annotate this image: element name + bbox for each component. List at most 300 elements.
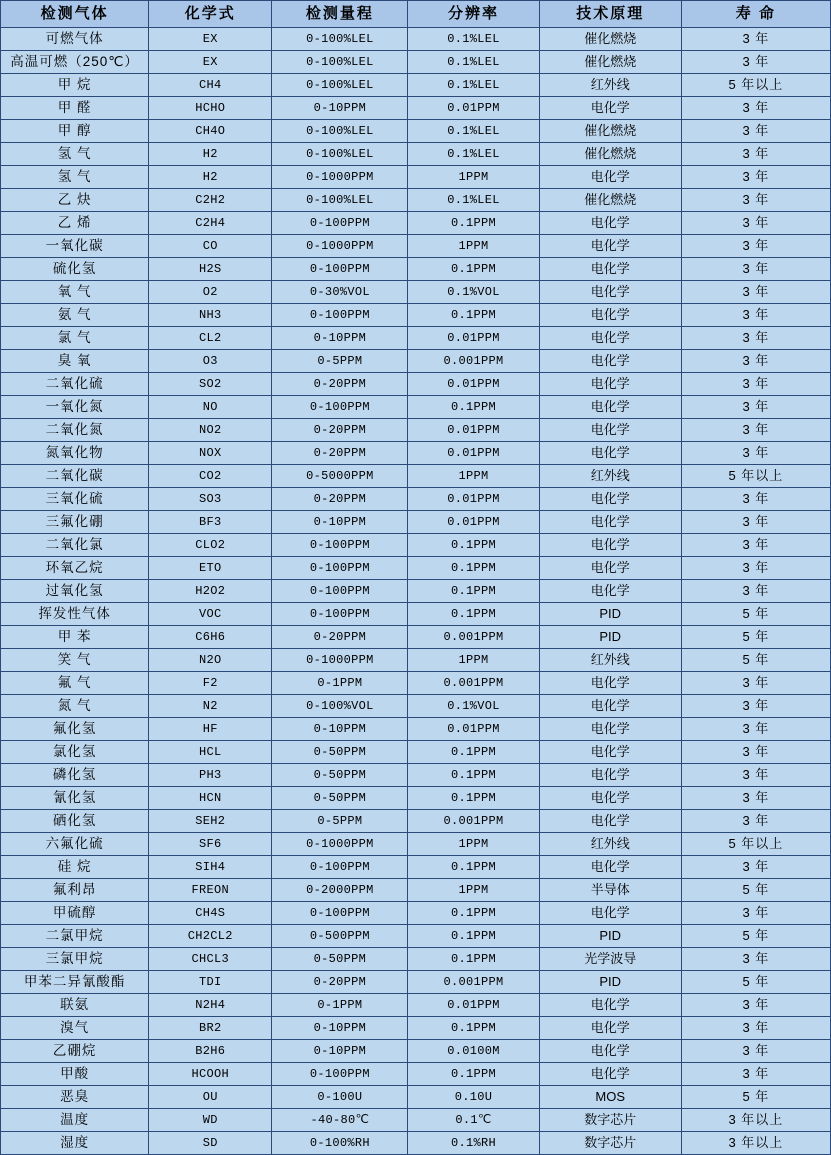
table-row: [1, 741, 831, 764]
table-row: [1, 442, 831, 465]
cell-lifetime: 5 年: [681, 971, 830, 994]
cell-formula: H2S: [149, 258, 272, 281]
cell-gas: 六氟化硫: [1, 833, 149, 856]
table-row: [1, 925, 831, 948]
cell-formula: H2: [149, 166, 272, 189]
table-row: [1, 764, 831, 787]
cell-resolution: 0.01PPM: [408, 994, 539, 1017]
cell-formula: WD: [149, 1109, 272, 1132]
cell-principle: 电化学: [539, 488, 681, 511]
cell-lifetime: 3 年: [681, 902, 830, 925]
cell-resolution: 1PPM: [408, 649, 539, 672]
cell-range: 0-1000PPM: [272, 166, 408, 189]
cell-principle: 红外线: [539, 465, 681, 488]
cell-range: 0-10PPM: [272, 718, 408, 741]
cell-principle: 电化学: [539, 557, 681, 580]
cell-lifetime: 3 年: [681, 948, 830, 971]
cell-formula: C6H6: [149, 626, 272, 649]
cell-range: 0-100%LEL: [272, 74, 408, 97]
cell-gas: 恶臭: [1, 1086, 149, 1109]
cell-lifetime: 5 年: [681, 879, 830, 902]
cell-lifetime: 3 年: [681, 764, 830, 787]
cell-gas: 甲苯二异氰酸酯: [1, 971, 149, 994]
column-header-range: 检测量程: [272, 1, 408, 28]
cell-formula: FREON: [149, 879, 272, 902]
cell-resolution: 0.1PPM: [408, 258, 539, 281]
cell-range: 0-5000PPM: [272, 465, 408, 488]
cell-principle: 电化学: [539, 212, 681, 235]
cell-lifetime: 3 年: [681, 442, 830, 465]
cell-formula: B2H6: [149, 1040, 272, 1063]
cell-gas: 甲 醛: [1, 97, 149, 120]
table-row: [1, 833, 831, 856]
table-row: [1, 120, 831, 143]
cell-principle: 电化学: [539, 718, 681, 741]
cell-formula: C2H2: [149, 189, 272, 212]
cell-range: 0-10PPM: [272, 511, 408, 534]
cell-formula: SEH2: [149, 810, 272, 833]
cell-gas: 氯 气: [1, 327, 149, 350]
table-row: [1, 143, 831, 166]
cell-gas: 氧 气: [1, 281, 149, 304]
cell-gas: 温度: [1, 1109, 149, 1132]
table-row: [1, 695, 831, 718]
cell-range: 0-100PPM: [272, 902, 408, 925]
cell-principle: 电化学: [539, 235, 681, 258]
table-row: [1, 281, 831, 304]
cell-lifetime: 3 年: [681, 143, 830, 166]
table-row: [1, 649, 831, 672]
cell-principle: 电化学: [539, 258, 681, 281]
cell-formula: F2: [149, 672, 272, 695]
cell-principle: 电化学: [539, 281, 681, 304]
cell-range: 0-500PPM: [272, 925, 408, 948]
cell-principle: 红外线: [539, 74, 681, 97]
cell-formula: CL2: [149, 327, 272, 350]
table-row: [1, 28, 831, 51]
cell-range: 0-30%VOL: [272, 281, 408, 304]
cell-resolution: 0.1%LEL: [408, 143, 539, 166]
cell-gas: 联氨: [1, 994, 149, 1017]
cell-range: 0-100%LEL: [272, 189, 408, 212]
cell-range: 0-100PPM: [272, 534, 408, 557]
cell-resolution: 0.1PPM: [408, 534, 539, 557]
cell-gas: 三氟化硼: [1, 511, 149, 534]
cell-principle: PID: [539, 925, 681, 948]
cell-gas: 一氧化氮: [1, 396, 149, 419]
cell-gas: 甲 苯: [1, 626, 149, 649]
cell-resolution: 0.1%LEL: [408, 120, 539, 143]
cell-principle: 电化学: [539, 856, 681, 879]
cell-lifetime: 3 年: [681, 488, 830, 511]
cell-lifetime: 5 年: [681, 626, 830, 649]
cell-gas: 磷化氢: [1, 764, 149, 787]
cell-formula: BF3: [149, 511, 272, 534]
cell-range: 0-100PPM: [272, 258, 408, 281]
cell-lifetime: 3 年: [681, 580, 830, 603]
table-row: [1, 810, 831, 833]
cell-principle: 电化学: [539, 902, 681, 925]
cell-range: 0-50PPM: [272, 787, 408, 810]
cell-lifetime: 3 年: [681, 97, 830, 120]
cell-lifetime: 3 年以上: [681, 1132, 830, 1155]
cell-gas: 氟化氢: [1, 718, 149, 741]
cell-lifetime: 5 年以上: [681, 74, 830, 97]
cell-resolution: 0.001PPM: [408, 350, 539, 373]
cell-formula: ETO: [149, 557, 272, 580]
cell-gas: 可燃气体: [1, 28, 149, 51]
cell-formula: SD: [149, 1132, 272, 1155]
cell-lifetime: 3 年: [681, 281, 830, 304]
table-row: [1, 879, 831, 902]
cell-principle: 电化学: [539, 534, 681, 557]
cell-resolution: 0.01PPM: [408, 488, 539, 511]
cell-range: 0-100PPM: [272, 396, 408, 419]
cell-gas: 二氧化硫: [1, 373, 149, 396]
cell-principle: 电化学: [539, 327, 681, 350]
cell-resolution: 0.1℃: [408, 1109, 539, 1132]
cell-resolution: 0.1PPM: [408, 925, 539, 948]
cell-resolution: 0.1%RH: [408, 1132, 539, 1155]
cell-gas: 湿度: [1, 1132, 149, 1155]
cell-lifetime: 3 年: [681, 327, 830, 350]
cell-range: 0-50PPM: [272, 948, 408, 971]
cell-formula: O2: [149, 281, 272, 304]
cell-resolution: 0.01PPM: [408, 442, 539, 465]
cell-gas: 一氧化碳: [1, 235, 149, 258]
cell-formula: OU: [149, 1086, 272, 1109]
cell-formula: CHCL3: [149, 948, 272, 971]
cell-range: 0-20PPM: [272, 626, 408, 649]
cell-lifetime: 3 年: [681, 212, 830, 235]
cell-range: 0-100PPM: [272, 304, 408, 327]
cell-principle: 电化学: [539, 396, 681, 419]
cell-formula: NO2: [149, 419, 272, 442]
cell-resolution: 0.1%VOL: [408, 281, 539, 304]
cell-formula: EX: [149, 51, 272, 74]
cell-principle: 电化学: [539, 419, 681, 442]
cell-range: 0-100PPM: [272, 1063, 408, 1086]
column-header-gas: 检测气体: [1, 1, 149, 28]
table-row: [1, 1109, 831, 1132]
cell-range: 0-20PPM: [272, 442, 408, 465]
cell-lifetime: 3 年: [681, 28, 830, 51]
cell-range: 0-50PPM: [272, 764, 408, 787]
table-row: [1, 166, 831, 189]
cell-gas: 甲酸: [1, 1063, 149, 1086]
cell-formula: H2: [149, 143, 272, 166]
cell-principle: 电化学: [539, 580, 681, 603]
table-row: [1, 74, 831, 97]
cell-formula: HF: [149, 718, 272, 741]
cell-principle: 电化学: [539, 166, 681, 189]
cell-formula: CH4S: [149, 902, 272, 925]
cell-formula: CO2: [149, 465, 272, 488]
cell-lifetime: 3 年: [681, 672, 830, 695]
cell-resolution: 0.1PPM: [408, 856, 539, 879]
cell-formula: CH4O: [149, 120, 272, 143]
cell-resolution: 0.1PPM: [408, 603, 539, 626]
cell-formula: NH3: [149, 304, 272, 327]
cell-lifetime: 3 年: [681, 350, 830, 373]
cell-principle: 催化燃烧: [539, 28, 681, 51]
cell-gas: 硅 烷: [1, 856, 149, 879]
cell-range: 0-50PPM: [272, 741, 408, 764]
cell-principle: 电化学: [539, 1063, 681, 1086]
cell-resolution: 0.1PPM: [408, 787, 539, 810]
cell-resolution: 0.1%LEL: [408, 28, 539, 51]
cell-formula: NO: [149, 396, 272, 419]
table-row: [1, 1086, 831, 1109]
cell-resolution: 0.1PPM: [408, 1017, 539, 1040]
table-row: [1, 212, 831, 235]
cell-formula: TDI: [149, 971, 272, 994]
cell-principle: 电化学: [539, 810, 681, 833]
table-row: [1, 718, 831, 741]
cell-principle: 电化学: [539, 511, 681, 534]
table-row: [1, 1017, 831, 1040]
column-header-lifetime: 寿 命: [681, 1, 830, 28]
cell-principle: 催化燃烧: [539, 51, 681, 74]
cell-lifetime: 3 年: [681, 51, 830, 74]
cell-lifetime: 3 年: [681, 534, 830, 557]
table-row: [1, 396, 831, 419]
cell-formula: N2: [149, 695, 272, 718]
cell-resolution: 1PPM: [408, 166, 539, 189]
cell-lifetime: 3 年: [681, 396, 830, 419]
cell-formula: SO3: [149, 488, 272, 511]
cell-range: 0-20PPM: [272, 488, 408, 511]
table-row: [1, 419, 831, 442]
cell-gas: 乙硼烷: [1, 1040, 149, 1063]
cell-resolution: 0.1PPM: [408, 212, 539, 235]
cell-formula: EX: [149, 28, 272, 51]
cell-range: 0-100%VOL: [272, 695, 408, 718]
cell-principle: 电化学: [539, 1040, 681, 1063]
cell-principle: 半导体: [539, 879, 681, 902]
cell-principle: 电化学: [539, 741, 681, 764]
cell-resolution: 1PPM: [408, 833, 539, 856]
table-row: [1, 856, 831, 879]
cell-range: 0-5PPM: [272, 350, 408, 373]
cell-range: -40-80℃: [272, 1109, 408, 1132]
cell-lifetime: 3 年: [681, 258, 830, 281]
table-row: [1, 258, 831, 281]
cell-formula: H2O2: [149, 580, 272, 603]
cell-lifetime: 3 年: [681, 718, 830, 741]
cell-lifetime: 3 年: [681, 787, 830, 810]
cell-range: 0-10PPM: [272, 1017, 408, 1040]
cell-gas: 氢 气: [1, 166, 149, 189]
cell-gas: 氮 气: [1, 695, 149, 718]
cell-range: 0-20PPM: [272, 971, 408, 994]
cell-resolution: 1PPM: [408, 465, 539, 488]
cell-lifetime: 3 年: [681, 810, 830, 833]
table-row: [1, 994, 831, 1017]
cell-formula: N2O: [149, 649, 272, 672]
cell-principle: 电化学: [539, 994, 681, 1017]
table-row: [1, 1132, 831, 1155]
cell-lifetime: 5 年: [681, 925, 830, 948]
cell-principle: 催化燃烧: [539, 120, 681, 143]
column-header-principle: 技术原理: [539, 1, 681, 28]
cell-gas: 三氧化硫: [1, 488, 149, 511]
cell-resolution: 0.1PPM: [408, 948, 539, 971]
cell-resolution: 0.1PPM: [408, 902, 539, 925]
cell-gas: 二氧化氮: [1, 419, 149, 442]
cell-resolution: 0.1PPM: [408, 580, 539, 603]
cell-lifetime: 5 年以上: [681, 833, 830, 856]
cell-lifetime: 5 年: [681, 603, 830, 626]
cell-resolution: 0.1PPM: [408, 764, 539, 787]
cell-lifetime: 3 年: [681, 856, 830, 879]
cell-range: 0-100%LEL: [272, 120, 408, 143]
cell-gas: 甲 烷: [1, 74, 149, 97]
cell-resolution: 0.1%LEL: [408, 74, 539, 97]
cell-lifetime: 3 年: [681, 304, 830, 327]
cell-principle: 催化燃烧: [539, 189, 681, 212]
cell-lifetime: 5 年: [681, 649, 830, 672]
cell-gas: 三氯甲烷: [1, 948, 149, 971]
cell-formula: HCN: [149, 787, 272, 810]
cell-gas: 甲硫醇: [1, 902, 149, 925]
cell-principle: 电化学: [539, 97, 681, 120]
cell-formula: HCOOH: [149, 1063, 272, 1086]
cell-gas: 氮氧化物: [1, 442, 149, 465]
cell-principle: PID: [539, 626, 681, 649]
cell-formula: HCL: [149, 741, 272, 764]
cell-gas: 氟利昂: [1, 879, 149, 902]
cell-lifetime: 3 年: [681, 120, 830, 143]
cell-gas: 氟 气: [1, 672, 149, 695]
cell-formula: CLO2: [149, 534, 272, 557]
cell-gas: 二氧化碳: [1, 465, 149, 488]
cell-range: 0-100PPM: [272, 580, 408, 603]
cell-lifetime: 5 年: [681, 1086, 830, 1109]
cell-range: 0-1PPM: [272, 994, 408, 1017]
cell-lifetime: 3 年: [681, 511, 830, 534]
cell-gas: 溴气: [1, 1017, 149, 1040]
table-row: [1, 465, 831, 488]
cell-formula: C2H4: [149, 212, 272, 235]
cell-resolution: 0.1PPM: [408, 1063, 539, 1086]
table-row: [1, 373, 831, 396]
cell-range: 0-100U: [272, 1086, 408, 1109]
cell-principle: 红外线: [539, 649, 681, 672]
cell-range: 0-1000PPM: [272, 649, 408, 672]
cell-lifetime: 3 年: [681, 741, 830, 764]
cell-gas: 氢 气: [1, 143, 149, 166]
cell-formula: BR2: [149, 1017, 272, 1040]
table-row: [1, 235, 831, 258]
table-row: [1, 557, 831, 580]
table-row: [1, 534, 831, 557]
cell-range: 0-5PPM: [272, 810, 408, 833]
cell-formula: NOX: [149, 442, 272, 465]
cell-range: 0-100PPM: [272, 603, 408, 626]
cell-lifetime: 3 年: [681, 235, 830, 258]
cell-formula: VOC: [149, 603, 272, 626]
table-row: [1, 189, 831, 212]
cell-formula: PH3: [149, 764, 272, 787]
cell-gas: 氰化氢: [1, 787, 149, 810]
cell-principle: 光学波导: [539, 948, 681, 971]
cell-range: 0-100%LEL: [272, 51, 408, 74]
cell-gas: 高温可燃（250℃）: [1, 51, 149, 74]
cell-resolution: 0.01PPM: [408, 327, 539, 350]
cell-gas: 硫化氢: [1, 258, 149, 281]
table-row: [1, 1063, 831, 1086]
cell-lifetime: 5 年以上: [681, 465, 830, 488]
cell-range: 0-100PPM: [272, 212, 408, 235]
cell-range: 0-100PPM: [272, 856, 408, 879]
cell-resolution: 0.1PPM: [408, 741, 539, 764]
cell-resolution: 0.001PPM: [408, 626, 539, 649]
cell-lifetime: 3 年: [681, 557, 830, 580]
column-header-formula: 化学式: [149, 1, 272, 28]
cell-formula: CH2CL2: [149, 925, 272, 948]
table-row: [1, 1040, 831, 1063]
cell-principle: 数字芯片: [539, 1132, 681, 1155]
cell-principle: 电化学: [539, 373, 681, 396]
table-row: [1, 971, 831, 994]
cell-resolution: 0.01PPM: [408, 511, 539, 534]
cell-resolution: 0.01PPM: [408, 718, 539, 741]
cell-range: 0-100%LEL: [272, 28, 408, 51]
cell-resolution: 0.1%LEL: [408, 189, 539, 212]
cell-resolution: 0.1%VOL: [408, 695, 539, 718]
cell-gas: 笑 气: [1, 649, 149, 672]
cell-resolution: 0.0100M: [408, 1040, 539, 1063]
cell-principle: 电化学: [539, 350, 681, 373]
cell-range: 0-100%RH: [272, 1132, 408, 1155]
cell-gas: 甲 醇: [1, 120, 149, 143]
cell-lifetime: 3 年: [681, 1017, 830, 1040]
cell-lifetime: 3 年以上: [681, 1109, 830, 1132]
table-body: [1, 28, 831, 1155]
cell-range: 0-10PPM: [272, 97, 408, 120]
cell-lifetime: 3 年: [681, 419, 830, 442]
table-row: [1, 327, 831, 350]
cell-formula: HCHO: [149, 97, 272, 120]
cell-lifetime: 3 年: [681, 1040, 830, 1063]
cell-resolution: 0.1PPM: [408, 557, 539, 580]
cell-formula: SF6: [149, 833, 272, 856]
table-row: [1, 511, 831, 534]
cell-gas: 过氧化氢: [1, 580, 149, 603]
cell-gas: 硒化氢: [1, 810, 149, 833]
cell-formula: SIH4: [149, 856, 272, 879]
cell-principle: 电化学: [539, 695, 681, 718]
cell-formula: CO: [149, 235, 272, 258]
cell-range: 0-100PPM: [272, 557, 408, 580]
cell-range: 0-20PPM: [272, 373, 408, 396]
table-row: [1, 787, 831, 810]
cell-resolution: 0.1PPM: [408, 304, 539, 327]
table-row: [1, 603, 831, 626]
table-header-row: [1, 1, 831, 28]
cell-gas: 氨 气: [1, 304, 149, 327]
cell-resolution: 0.1%LEL: [408, 51, 539, 74]
table-row: [1, 488, 831, 511]
table-row: [1, 51, 831, 74]
cell-resolution: 0.01PPM: [408, 97, 539, 120]
cell-principle: PID: [539, 971, 681, 994]
cell-resolution: 0.01PPM: [408, 419, 539, 442]
cell-range: 0-1000PPM: [272, 235, 408, 258]
cell-principle: 催化燃烧: [539, 143, 681, 166]
cell-lifetime: 3 年: [681, 994, 830, 1017]
